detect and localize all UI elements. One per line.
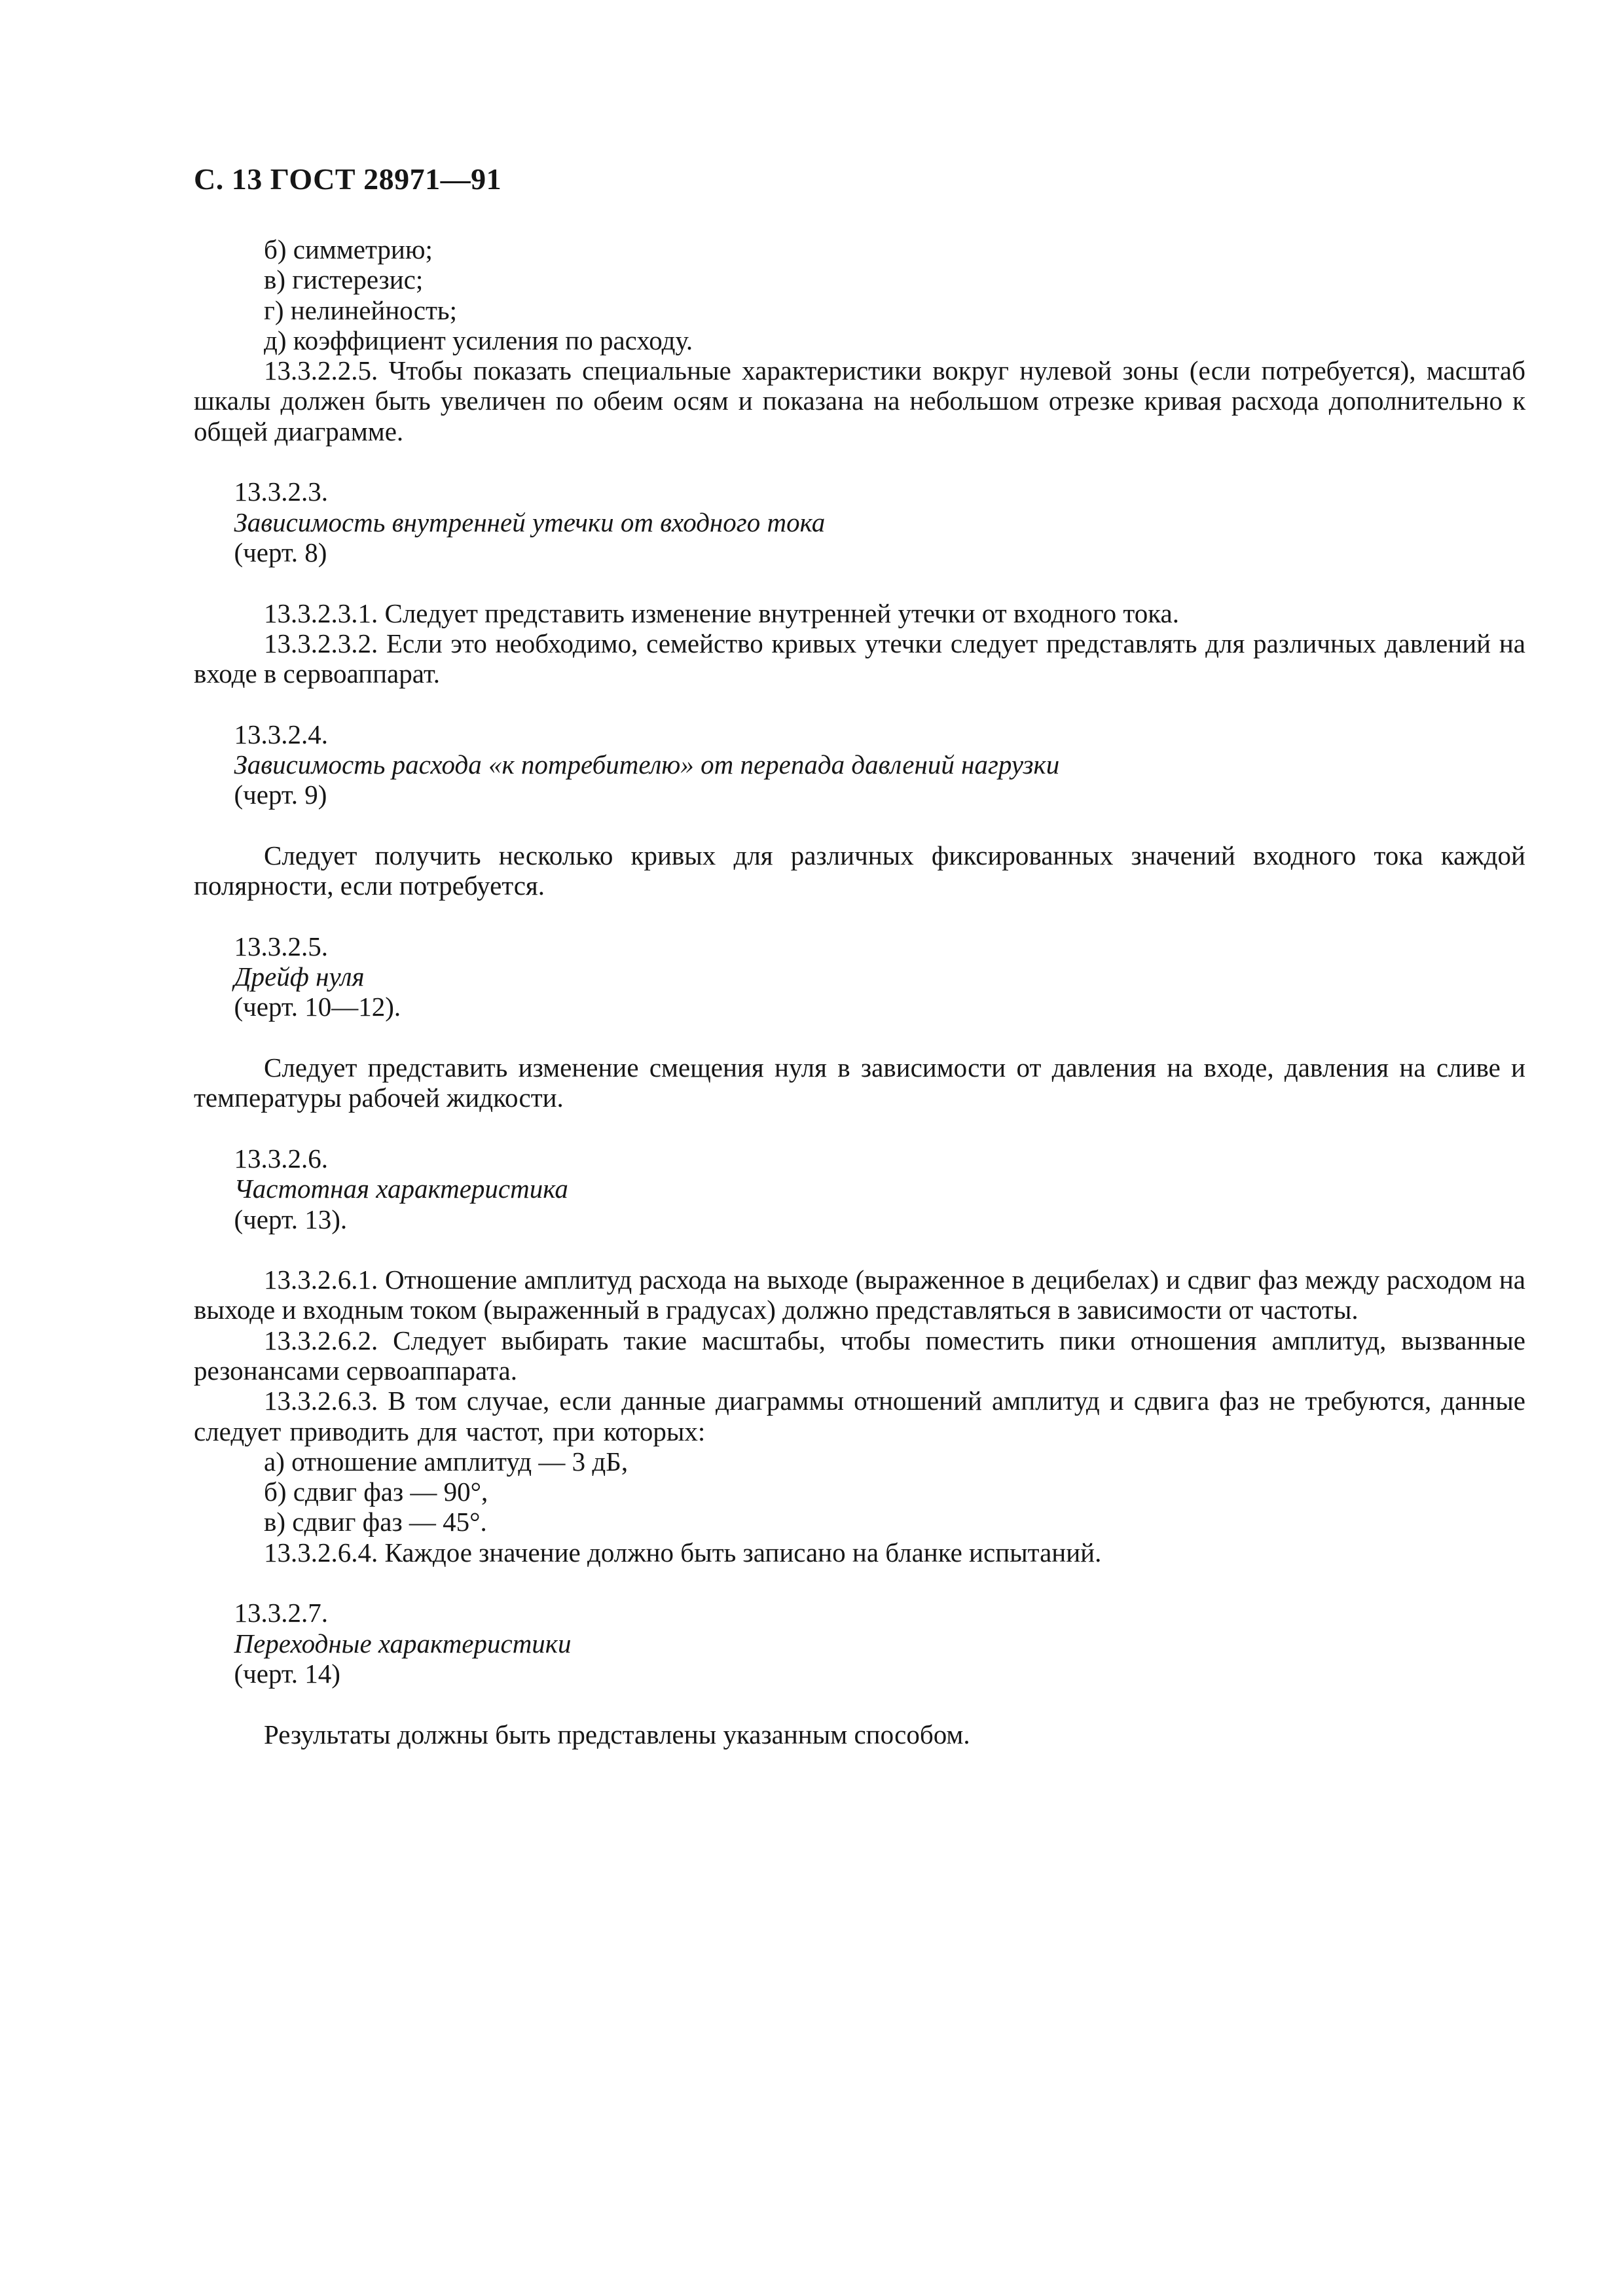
paragraph: 13.3.2.6.1. Отношение амплитуд расхода на выходе (выраженное в децибелах) и сдвиг фаз между расходом на выходе и входным током (выраженный в градусах) должно представляться в зависимости от частоты.	[194, 1265, 1533, 1325]
page-header: С. 13 ГОСТ 28971—91	[194, 162, 502, 196]
document-body	[194, 234, 1535, 1749]
section-title: Частотная характеристика	[234, 1174, 568, 1204]
section-title: Дрейф нуля	[234, 961, 365, 992]
section-number: 13.3.2.3.	[234, 476, 328, 507]
list-item: д) коэффициент усиления по расходу.	[264, 325, 693, 355]
section-heading	[194, 1568, 1525, 1719]
figure-reference: (черт. 14)	[234, 1658, 340, 1689]
list-item: а) отношение амплитуд — 3 дБ,	[264, 1446, 629, 1477]
section-heading	[194, 901, 1525, 1052]
paragraph: Результаты должны быть представлены указанным способом.	[264, 1719, 970, 1749]
list-item: б) симметрию;	[264, 234, 433, 264]
section-heading	[194, 689, 1525, 840]
figure-reference: (черт. 9)	[234, 780, 327, 810]
section-title: Зависимость расхода «к потребителю» от перепада давлений нагрузки	[234, 749, 1060, 780]
section-heading	[194, 1113, 1525, 1265]
section-number: 13.3.2.6.	[234, 1143, 328, 1174]
paragraph: 13.3.2.6.3. В том случае, если данные диаграммы отношений амплитуд и сдвига фаз не требуются, данные следует приводить для частот, при которых:	[194, 1386, 1535, 1446]
figure-reference: (черт. 8)	[234, 537, 327, 567]
paragraph: 13.3.2.3.2. Если это необходимо, семейство кривых утечки следует представлять для различных давлений на входе в сервоаппарат.	[194, 628, 1533, 689]
section-title: Зависимость внутренней утечки от входного тока	[234, 507, 826, 537]
list-item: в) сдвиг фаз — 45°.	[264, 1507, 487, 1537]
paragraph: 13.3.2.3.1. Следует представить изменение внутренней утечки от входного тока.	[264, 598, 1179, 628]
section-number: 13.3.2.7.	[234, 1598, 328, 1628]
section-heading	[194, 446, 1525, 598]
list-item: г) нелинейность;	[264, 295, 458, 325]
section-title: Переходные характеристики	[234, 1628, 572, 1659]
list-item: б) сдвиг фаз — 90°,	[264, 1477, 488, 1507]
section-number: 13.3.2.4.	[234, 719, 328, 749]
paragraph: Следует представить изменение смещения нуля в зависимости от давления на входе, давления на сливе и температуры рабочей жидкости.	[194, 1052, 1533, 1113]
figure-reference: (черт. 10—12).	[234, 992, 401, 1022]
paragraph: 13.3.2.6.2. Следует выбирать такие масштабы, чтобы поместить пики отношения амплитуд, вызванные резонансами сервоаппарата.	[194, 1325, 1533, 1386]
figure-reference: (черт. 13).	[234, 1204, 348, 1234]
list-item: в) гистерезис;	[264, 264, 424, 295]
paragraph: Следует получить несколько кривых для различных фиксированных значений входного тока каждой полярности, если потребуется.	[194, 840, 1533, 901]
section-number: 13.3.2.5.	[234, 931, 328, 961]
document-page	[194, 160, 1535, 1749]
paragraph: 13.3.2.2.5. Чтобы показать специальные характеристики вокруг нулевой зоны (если потребуется), масштаб шкалы должен быть увеличен по обеим осям и показана на небольшом отрезке кривая расхода дополнительно к общей диаграмме.	[194, 355, 1533, 446]
paragraph: 13.3.2.6.4. Каждое значение должно быть записано на бланке испытаний.	[264, 1537, 1102, 1568]
